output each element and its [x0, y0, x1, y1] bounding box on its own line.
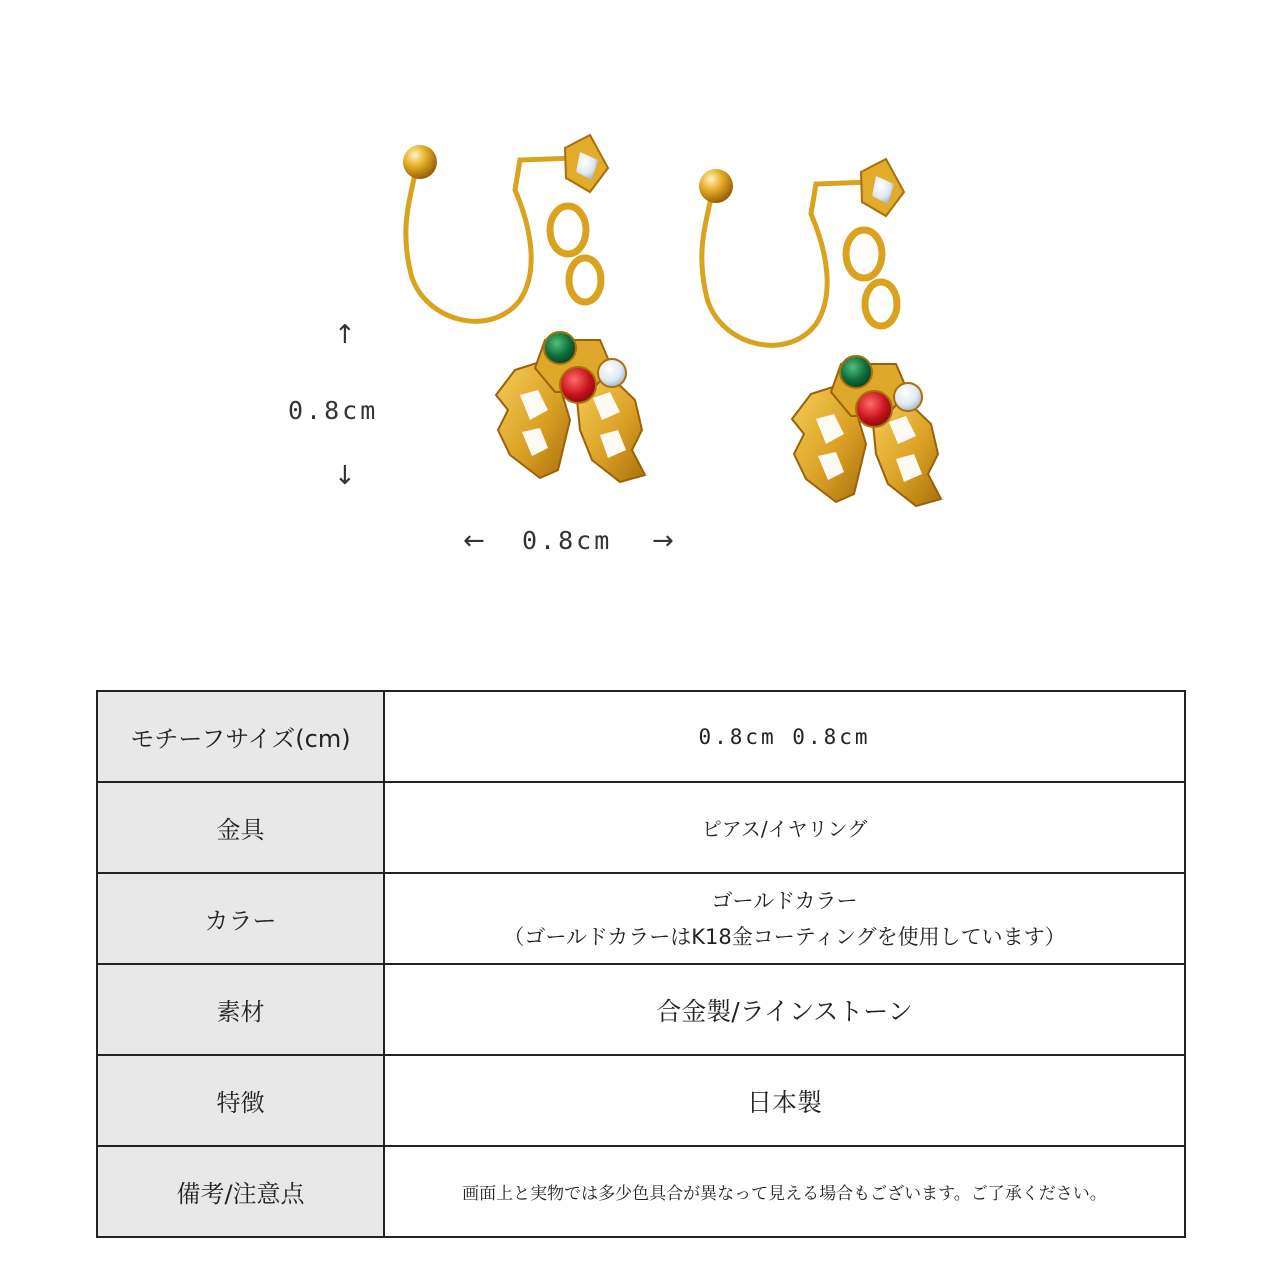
- color-value: [384, 873, 1185, 964]
- table-row: [97, 1055, 1185, 1146]
- arrow-left-icon: ←: [463, 526, 485, 556]
- table-row: [97, 1146, 1185, 1237]
- notes-value: 画面上と実物では多少色具合が異なって見える場合もございます。ご了承ください。: [384, 1146, 1185, 1237]
- fitting-value: ピアス/イヤリング: [384, 782, 1185, 873]
- table-row: [97, 873, 1185, 964]
- arrow-down-icon: ↓: [334, 461, 356, 491]
- motif-size-label: モチーフサイズ(cm): [97, 691, 384, 782]
- arrow-right-icon: →: [652, 526, 674, 556]
- color-label: カラー: [97, 873, 384, 964]
- fitting-label: 金具: [97, 782, 384, 873]
- spec-table: [96, 690, 1186, 1238]
- material-value: 合金製/ラインストーン: [384, 964, 1185, 1055]
- color-value-note: （ゴールドカラーはK18金コーティングを使用しています）: [503, 924, 1066, 949]
- table-row: [97, 782, 1185, 873]
- feature-value: 日本製: [384, 1055, 1185, 1146]
- motif-size-value: 0.8cm 0.8cm: [384, 691, 1185, 782]
- earrings-image: [380, 130, 960, 530]
- table-row: [97, 964, 1185, 1055]
- notes-label: 備考/注意点: [97, 1146, 384, 1237]
- feature-label: 特徴: [97, 1055, 384, 1146]
- width-dimension-label: 0.8cm: [522, 526, 613, 555]
- material-label: 素材: [97, 964, 384, 1055]
- height-dimension-label: 0.8cm: [288, 396, 379, 425]
- color-value-line: ゴールドカラー: [711, 888, 858, 913]
- table-row: [97, 691, 1185, 782]
- arrow-up-icon: ↑: [334, 320, 356, 350]
